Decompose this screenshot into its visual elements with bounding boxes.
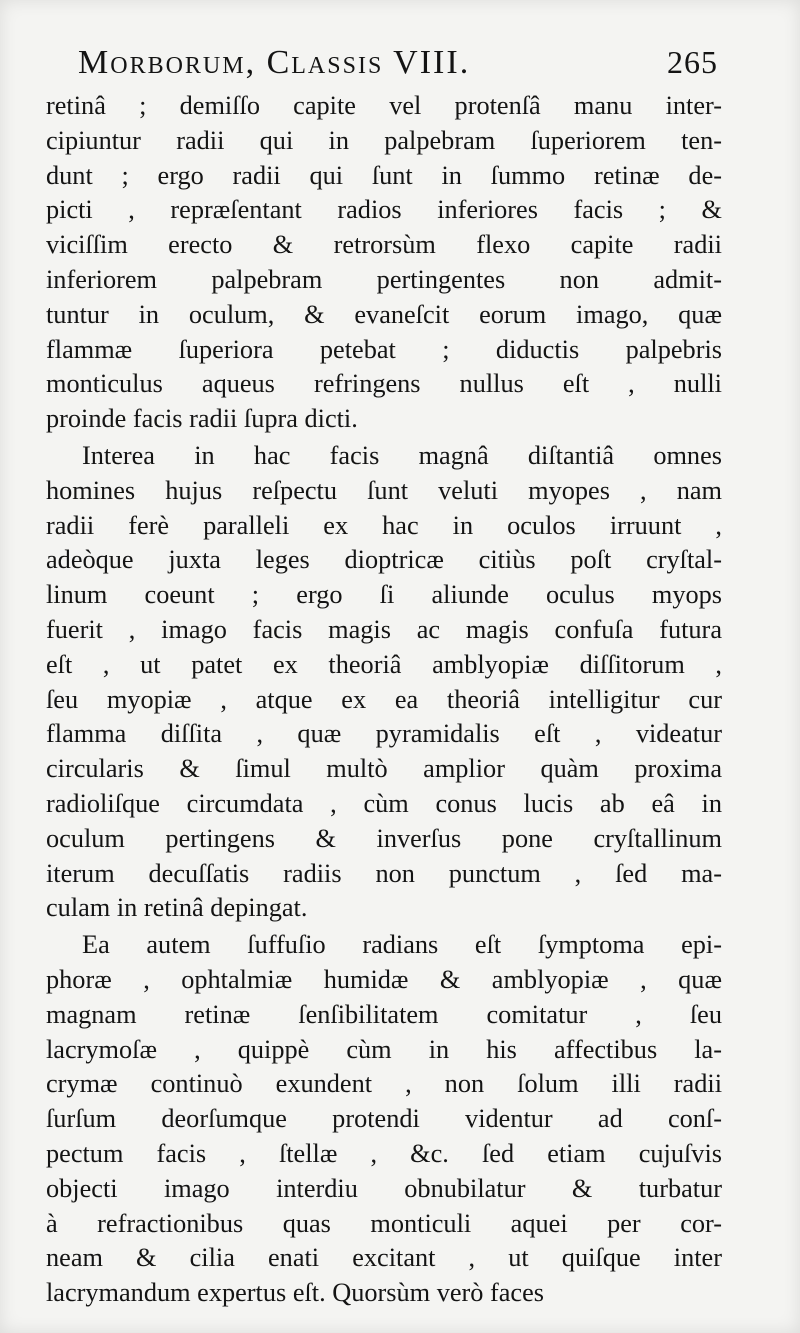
- text-line: flammæ ſuperiora petebat ; diductis palpebris: [46, 334, 722, 364]
- paragraph: [46, 89, 722, 437]
- text-line: pectum facis , ſtellæ , &c. ſed etiam cujuſvis: [46, 1138, 722, 1168]
- text-line: tuntur in oculum, & evaneſcit eorum imago, quæ: [46, 299, 722, 329]
- text-line: adeòque juxta leges dioptricæ citiùs poſt cryſtal-: [46, 545, 722, 575]
- text-line: linum coeunt ; ergo ſi aliunde oculus myops: [46, 580, 722, 610]
- text-line: retinâ ; demiſſo capite vel protenſâ manu inter-: [46, 91, 722, 120]
- page-body-text: [46, 89, 722, 1311]
- text-line: radioliſque circumdata , cùm conus lucis ab eâ in: [46, 788, 722, 818]
- text-line: phoræ , ophtalmiæ humidæ & amblyopiæ , quæ: [46, 964, 722, 994]
- paragraph: [46, 439, 722, 926]
- text-line: ſeu myopiæ , atque ex ea theoriâ intelligitur cur: [46, 684, 722, 714]
- paragraph: [46, 928, 722, 1311]
- text-line: inferiorem palpebram pertingentes non admit-: [46, 264, 722, 294]
- text-line: circularis & ſimul multò amplior quàm proxima: [46, 754, 722, 784]
- text-line: dunt ; ergo radii qui ſunt in ſummo retinæ de-: [46, 160, 722, 190]
- running-head-title: Morborum, Classis VIII.: [78, 44, 471, 81]
- text-line: culam in retinâ depingat.: [46, 893, 308, 923]
- page-number: 265: [667, 44, 718, 80]
- text-line: lacrymoſæ , quippè cùm in his affectibus la-: [46, 1034, 722, 1064]
- text-line: picti , repræſentant radios inferiores facis ; &: [46, 195, 722, 225]
- text-line: magnam retinæ ſenſibilitatem comitatur , ſeu: [46, 999, 722, 1029]
- text-line: crymæ continuò exundent , non ſolum illi radii: [46, 1069, 722, 1099]
- text-line: oculum pertingens & inverſus pone cryſtallinum: [46, 823, 722, 853]
- text-line: Interea in hac facis magnâ diſtantiâ omnes: [82, 440, 722, 470]
- text-line: lacrymandum expertus eſt. Quorsùm verò faces: [46, 1278, 545, 1308]
- text-line: radii ferè paralleli ex hac in oculos irruunt ,: [46, 510, 722, 540]
- text-line: viciſſim erecto & retrorsùm flexo capite radii: [46, 230, 722, 260]
- text-line: neam & cilia enati excitant , ut quiſque inter: [46, 1243, 722, 1273]
- text-line: à refractionibus quas monticuli aquei per cor-: [46, 1208, 722, 1238]
- text-line: eſt , ut patet ex theoriâ amblyopiæ diſſitorum ,: [46, 649, 722, 679]
- text-line: iterum decuſſatis radiis non punctum , ſed ma-: [46, 858, 722, 888]
- text-line: cipiuntur radii qui in palpebram ſuperiorem ten-: [46, 125, 722, 155]
- text-line: flamma diſſita , quæ pyramidalis eſt , videatur: [46, 719, 722, 749]
- text-line: objecti imago interdiu obnubilatur & turbatur: [46, 1173, 722, 1203]
- running-head: [78, 44, 718, 88]
- text-line: proinde facis radii ſupra dicti.: [46, 404, 358, 434]
- text-line: fuerit , imago facis magis ac magis confuſa futura: [46, 614, 722, 644]
- text-line: Ea autem ſuffuſio radians eſt ſymptoma epi-: [82, 930, 722, 960]
- text-line: homines hujus reſpectu ſunt veluti myopes , nam: [46, 475, 722, 505]
- text-line: monticulus aqueus refringens nullus eſt , nulli: [46, 369, 722, 399]
- text-line: ſurſum deorſumque protendi videntur ad conſ-: [46, 1104, 722, 1134]
